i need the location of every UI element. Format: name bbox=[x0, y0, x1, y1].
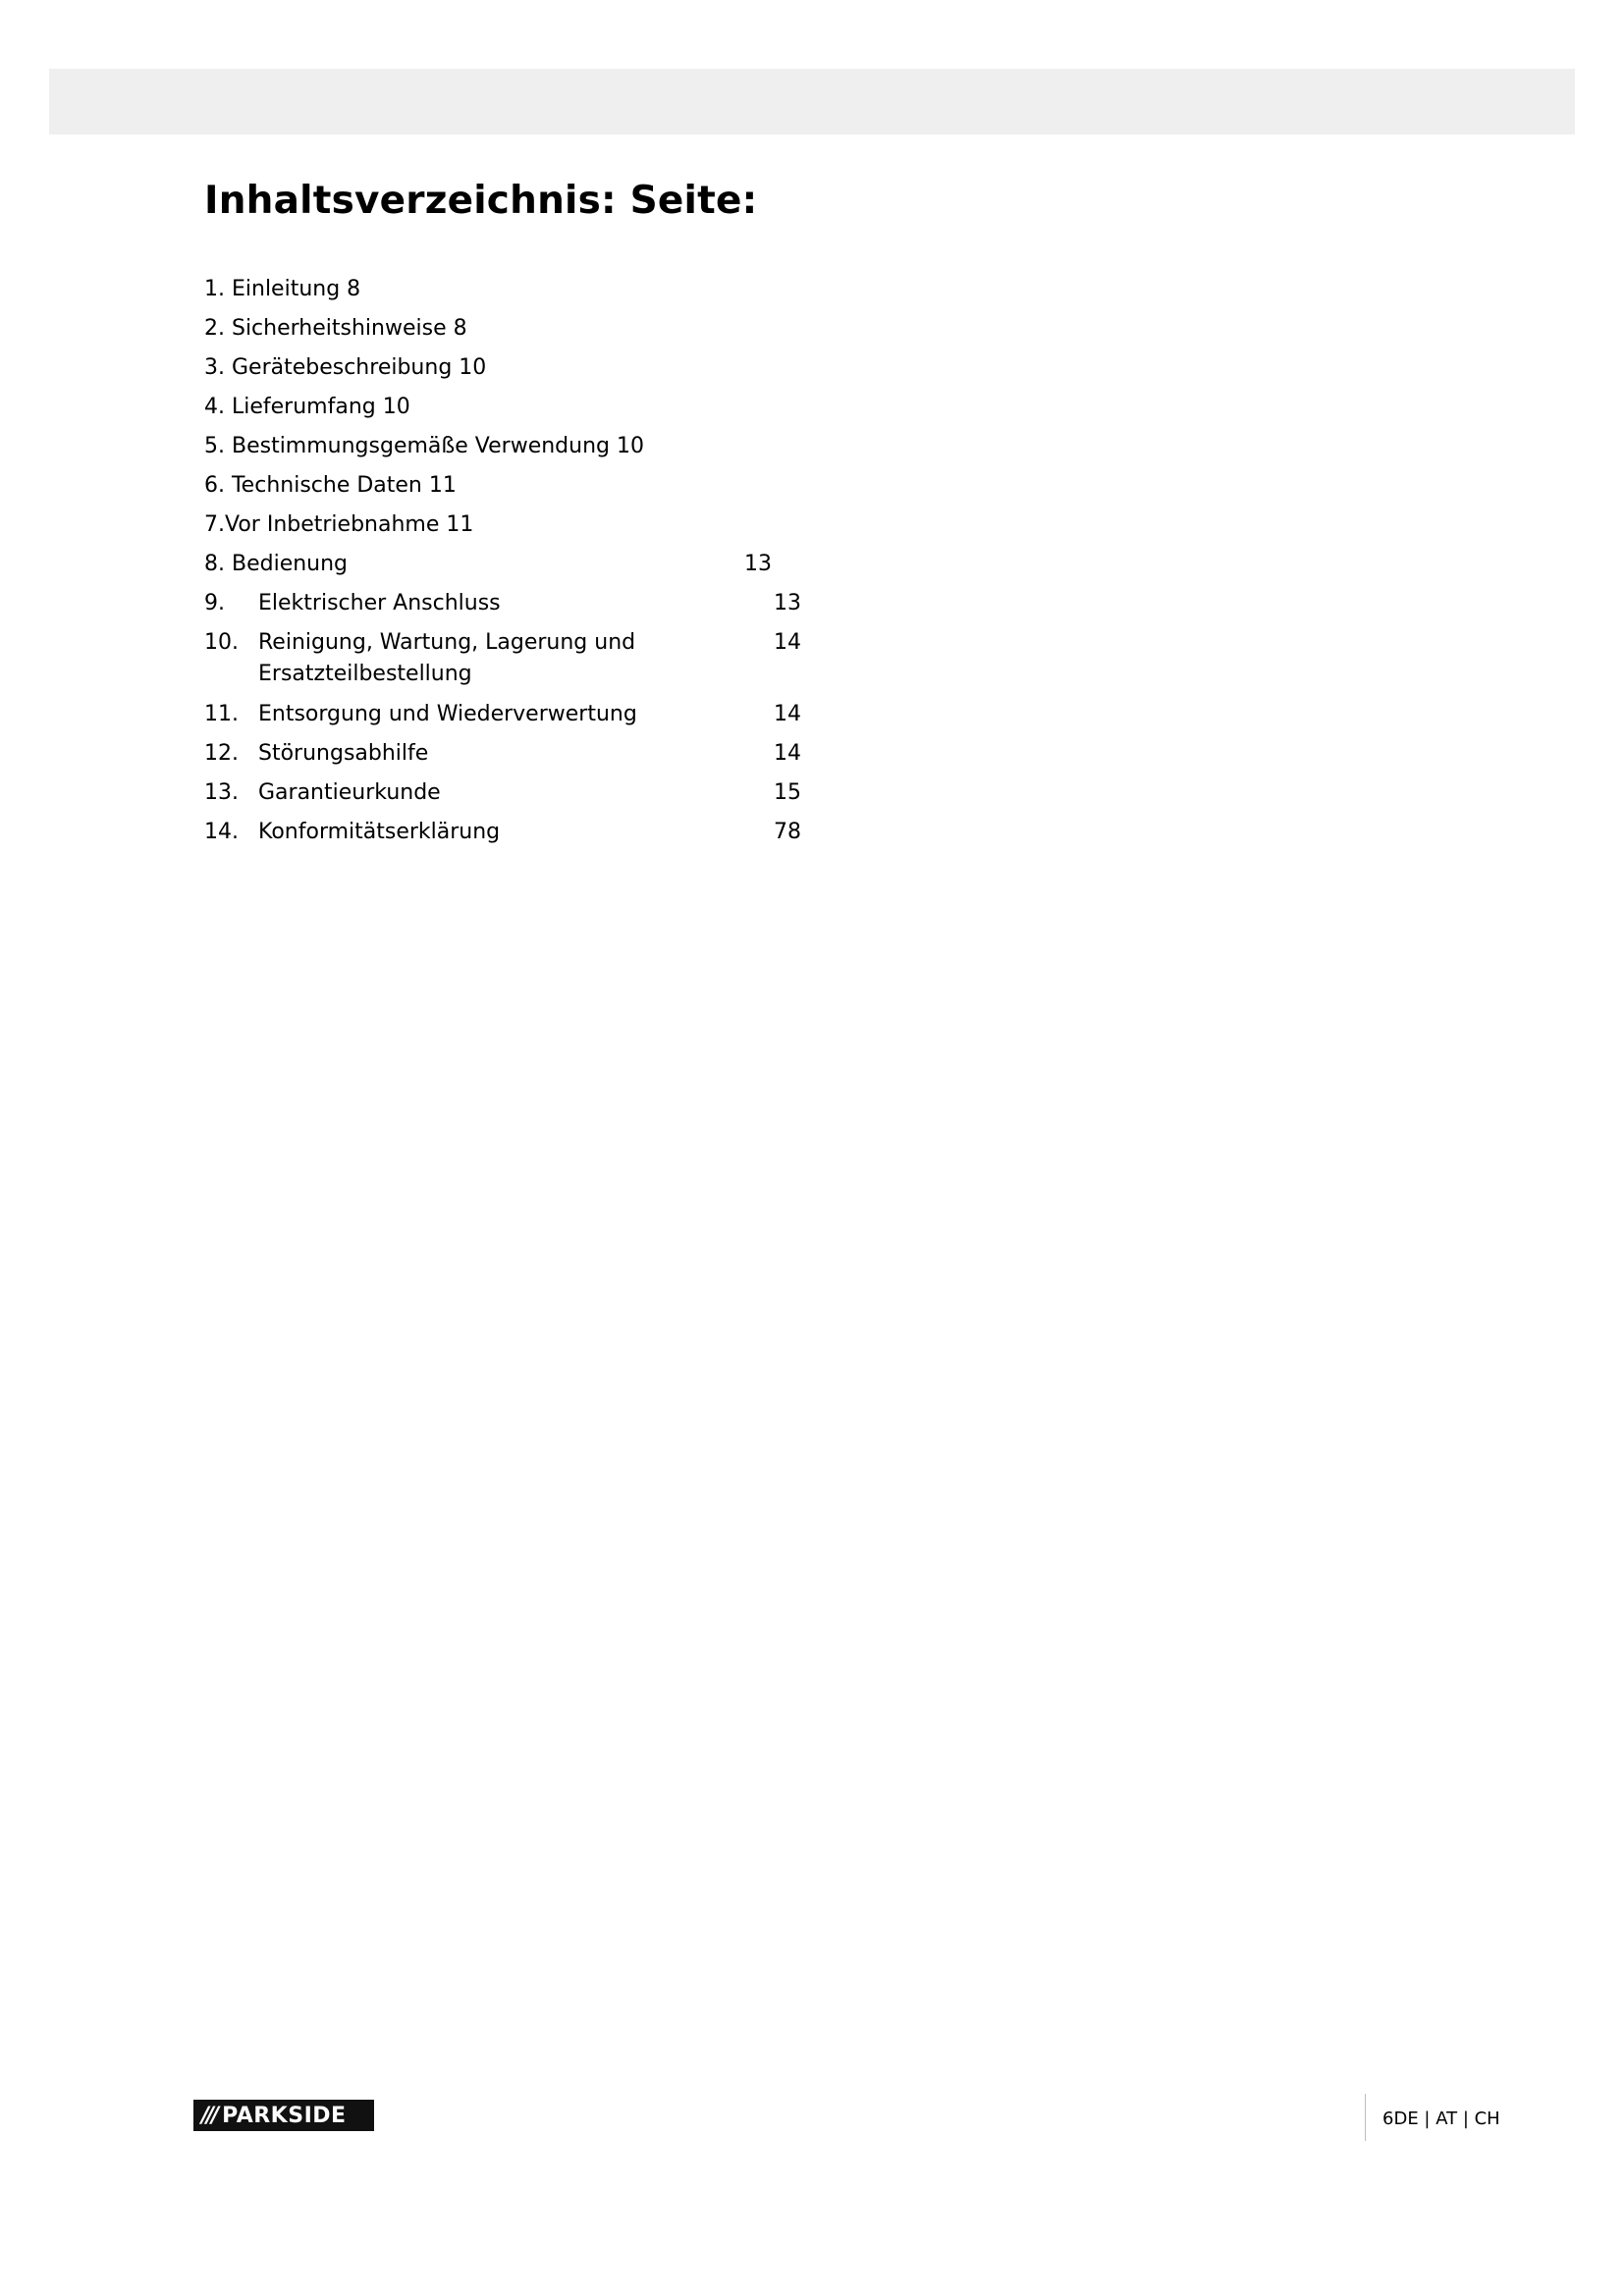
footer-divider bbox=[1365, 2094, 1366, 2141]
toc-entry-number: 14. bbox=[204, 820, 239, 844]
toc-entry-page: 14 bbox=[774, 702, 801, 726]
toc-entry-number: 10. bbox=[204, 630, 239, 655]
toc-entry bbox=[204, 270, 833, 309]
toc-entry-text: 1. Einleitung 8 bbox=[204, 277, 361, 301]
toc-entry bbox=[204, 309, 833, 348]
toc-entry bbox=[204, 348, 833, 388]
toc-entry-text: 4. Lieferumfang 10 bbox=[204, 395, 410, 419]
toc-entry-label: Elektrischer Anschluss bbox=[258, 591, 501, 615]
toc-entry-label: Reinigung, Wartung, Lagerung und Ersatzteilbestellung bbox=[258, 630, 636, 686]
toc-entry-page: 78 bbox=[774, 820, 801, 844]
toc-entry bbox=[204, 623, 833, 695]
toc-entry bbox=[204, 427, 833, 466]
toc-entry bbox=[204, 466, 833, 506]
toc-entry bbox=[204, 584, 833, 623]
toc-entry-page: 14 bbox=[774, 630, 801, 655]
header-band bbox=[49, 69, 1575, 134]
toc-entry bbox=[204, 813, 833, 852]
toc-entry-label: Störungsabhilfe bbox=[258, 741, 429, 766]
toc-entry-text: 3. Gerätebeschreibung 10 bbox=[204, 355, 487, 380]
toc-entry-page: 13 bbox=[744, 552, 772, 576]
toc-entry bbox=[204, 506, 833, 545]
toc-entry-text: 7.Vor Inbetriebnahme 11 bbox=[204, 512, 474, 537]
toc-entry-page: 15 bbox=[774, 780, 801, 805]
parkside-logo bbox=[193, 2100, 374, 2131]
footer-page-info: 6DE | AT | CH bbox=[1382, 2109, 1500, 2129]
toc-entry-label: Garantieurkunde bbox=[258, 780, 441, 805]
toc-entry-label: Entsorgung und Wiederverwertung bbox=[258, 702, 637, 726]
toc-entry-number: 9. bbox=[204, 591, 225, 615]
toc-entry bbox=[204, 388, 833, 427]
toc-entry bbox=[204, 695, 833, 734]
toc-entry bbox=[204, 545, 833, 584]
table-of-contents bbox=[204, 270, 833, 852]
toc-entry-number: 12. bbox=[204, 741, 239, 766]
toc-entry-number: 11. bbox=[204, 702, 239, 726]
page-title: Inhaltsverzeichnis: Seite: bbox=[204, 179, 758, 223]
toc-entry-text: 6. Technische Daten 11 bbox=[204, 473, 457, 498]
toc-entry bbox=[204, 774, 833, 813]
toc-entry-page: 13 bbox=[774, 591, 801, 615]
logo-slashes-icon: /// bbox=[201, 2103, 217, 2128]
toc-entry-label: Konformitätserklärung bbox=[258, 820, 501, 844]
toc-entry-text: 2. Sicherheitshinweise 8 bbox=[204, 316, 467, 341]
toc-entry-page: 14 bbox=[774, 741, 801, 766]
toc-entry-text: 8. Bedienung bbox=[204, 552, 349, 576]
toc-entry bbox=[204, 734, 833, 774]
toc-entry-text: 5. Bestimmungsgemäße Verwendung 10 bbox=[204, 434, 644, 458]
toc-entry-number: 13. bbox=[204, 780, 239, 805]
logo-text: PARKSIDE bbox=[222, 2103, 347, 2128]
